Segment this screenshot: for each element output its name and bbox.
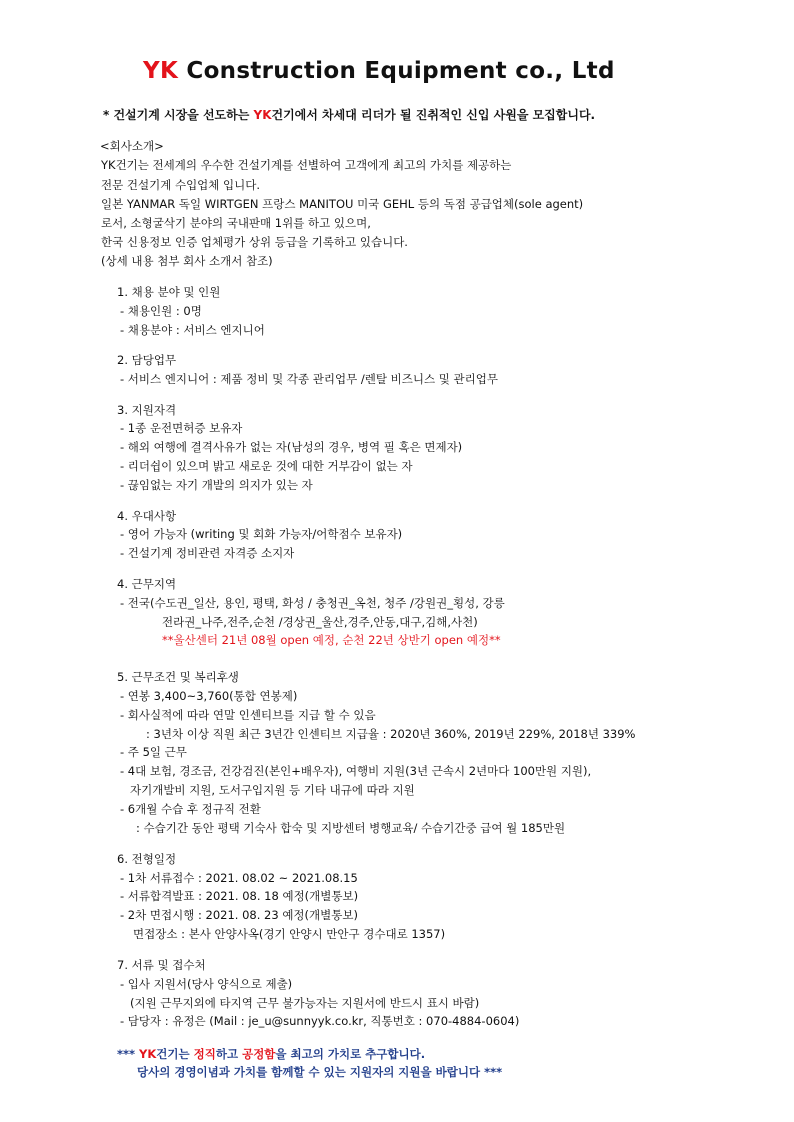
section-title-preferences: 4. 우대사항	[117, 509, 177, 523]
list-item: - 주 5일 근무	[120, 745, 187, 759]
footer-keyword-honesty: 정직	[193, 1047, 216, 1061]
intro-line: YK건기는 전세계의 우수한 건설기계를 선별하여 고객에게 최고의 가치를 제공하는	[101, 158, 512, 172]
section-title-documents: 7. 서류 및 접수처	[117, 958, 206, 972]
company-name: Construction Equipment co., Ltd	[178, 58, 615, 84]
tagline-prefix: * 건설기계 시장을 선도하는	[103, 108, 254, 122]
list-item: - 해외 여행에 결격사유가 없는 자(남성의 경우, 병역 필 혹은 면제자)	[120, 440, 463, 454]
list-item: - 영어 가능자 (writing 및 회화 가능자/어학점수 보유자)	[120, 527, 403, 541]
list-item: 전라권_나주,전주,순천 /경상권_울산,경주,안동,대구,김해,사천)	[162, 615, 478, 629]
footer-stars: ***	[117, 1047, 140, 1061]
tagline-brand: YK	[253, 108, 272, 122]
list-item: - 채용인원 : 0명	[120, 304, 202, 318]
recruitment-tagline	[103, 106, 595, 123]
brand-logo-text: YK	[143, 58, 179, 84]
list-item: : 수습기간 동안 평택 기숙사 합숙 및 지방센터 병행교육/ 수습기간중 급여 월 185만원	[136, 821, 566, 835]
center-opening-note: **울산센터 21년 08월 open 예정, 순천 22년 상반기 open 예정**	[162, 633, 501, 647]
tagline-suffix: 건기에서 차세대 리더가 될 진취적인 신입 사원을 모집합니다.	[271, 108, 596, 122]
list-item: - 4대 보험, 경조금, 건강검진(본인+배우자), 여행비 지원(3년 근속시 2년마다 100만원 지원),	[120, 764, 592, 778]
list-item: - 서비스 엔지니어 : 제품 정비 및 각종 관리업무 /렌탈 비즈니스 및 관리업무	[120, 372, 498, 386]
section-title-location: 4. 근무지역	[117, 577, 177, 591]
list-item: - 연봉 3,400~3,760(통합 연봉제)	[120, 689, 298, 703]
footer-keyword-fairness: 공정함	[242, 1047, 276, 1061]
intro-line: (상세 내용 첨부 회사 소개서 참조)	[101, 254, 273, 268]
intro-line: 일본 YANMAR 독일 WIRTGEN 프랑스 MANITOU 미국 GEHL 등의 독점 공급업체(sole agent)	[101, 197, 584, 211]
footer-values-statement	[117, 1046, 425, 1062]
list-item: - 끊임없는 자기 개발의 의지가 있는 자	[120, 478, 313, 492]
footer-text: 을 최고의 가치로 추구합니다.	[275, 1047, 426, 1061]
list-item: - 리더쉽이 있으며 밝고 새로운 것에 대한 거부감이 없는 자	[120, 459, 413, 473]
list-item: - 2차 면접시행 : 2021. 08. 23 예정(개별통보)	[120, 908, 358, 922]
intro-line: 한국 신용정보 인증 업체평가 상위 등급을 기록하고 있습니다.	[101, 235, 408, 249]
contact-line: - 담당자 : 유정은 (Mail : je_u@sunnyyk.co.kr, 직통번호 : 070-4884-0604)	[120, 1014, 520, 1028]
interview-location: 면접장소 : 본사 안양사옥(경기 안양시 만안구 경수대로 1357)	[133, 927, 446, 941]
section-title-schedule: 6. 전형일정	[117, 852, 177, 866]
intro-line: 전문 건설기계 수입업체 입니다.	[101, 178, 261, 192]
section-title-qualifications: 3. 지원자격	[117, 403, 177, 417]
list-item: - 채용분야 : 서비스 엔지니어	[120, 323, 265, 337]
list-item: - 1차 서류접수 : 2021. 08.02 ~ 2021.08.15	[120, 871, 358, 885]
list-item: : 3년차 이상 직원 최근 3년간 인센티브 지급율 : 2020년 360%, 2019년 229%, 2018년 339%	[146, 727, 636, 741]
section-title-conditions: 5. 근무조건 및 복리후생	[117, 670, 239, 684]
footer-brand: YK	[139, 1047, 157, 1061]
section-title-duties: 2. 담당업무	[117, 353, 177, 367]
section-title-hiring: 1. 채용 분야 및 인원	[117, 285, 221, 299]
list-item: - 6개월 수습 후 정규직 전환	[120, 802, 261, 816]
list-item: - 입사 지원서(당사 양식으로 제출)	[120, 977, 293, 991]
list-item: - 건설기계 정비관련 자격증 소지자	[120, 546, 295, 560]
footer-text: 건기는	[156, 1047, 194, 1061]
list-item: - 1종 운전면허증 보유자	[120, 421, 243, 435]
list-item: 자기개발비 지원, 도서구입지원 등 기타 내규에 따라 지원	[130, 783, 415, 797]
footer-closing-line: 당사의 경영이념과 가치를 함께할 수 있는 지원자의 지원을 바랍니다 ***	[137, 1065, 503, 1079]
footer-text: 하고	[215, 1047, 243, 1061]
list-item: - 전국(수도권_일산, 용인, 평택, 화성 / 충청권_옥천, 청주 /강원권_횡성, 강릉	[120, 596, 505, 610]
intro-line: 로서, 소형굴삭기 분야의 국내판매 1위를 하고 있으며,	[101, 216, 371, 230]
company-title	[143, 58, 615, 84]
list-item: - 서류합격발표 : 2021. 08. 18 예정(개별통보)	[120, 889, 359, 903]
list-item: (지원 근무지외에 타지역 근무 불가능자는 지원서에 반드시 표시 바람)	[130, 996, 480, 1010]
list-item: - 회사실적에 따라 연말 인센티브를 지급 할 수 있음	[120, 708, 376, 722]
intro-heading: <회사소개>	[100, 139, 164, 153]
